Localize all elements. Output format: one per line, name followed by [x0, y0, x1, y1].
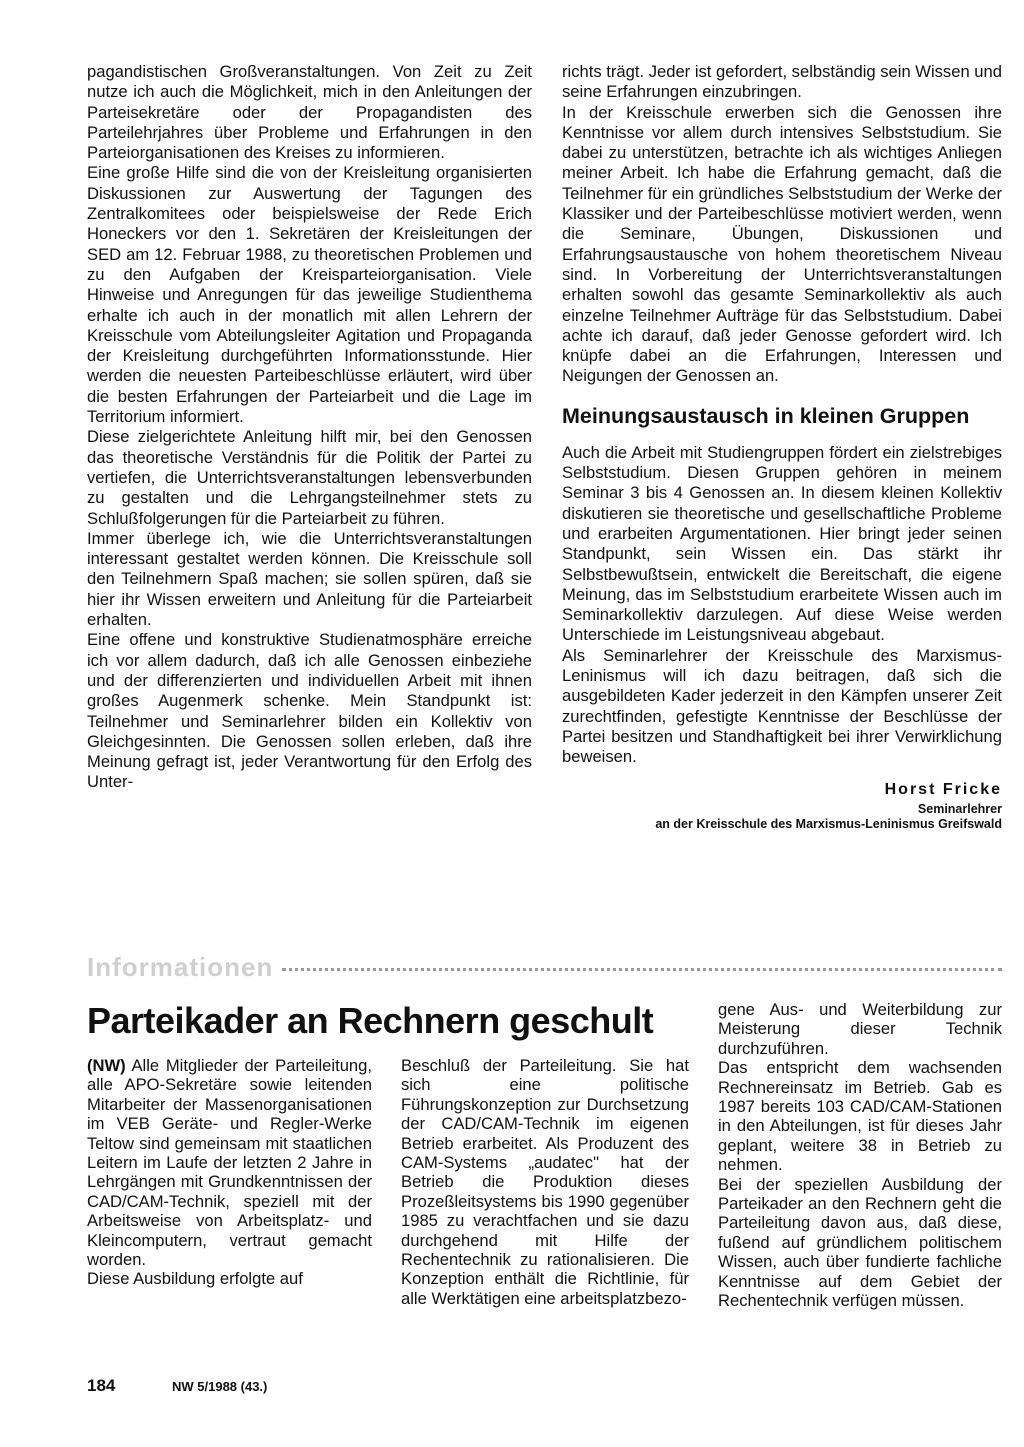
paragraph: Auch die Arbeit mit Studiengruppen fördert ein zielstrebiges Selbststudium. Diesen Gruppen gehören in meinem Seminar 3 bis 4 Genossen an. In diesem kleinen Kollektiv diskutieren sie theoretische und gesellschaftliche Probleme und erarbeiten Argumentationen. Hier bringt jeder seinen Standpunkt, sein Wissen ein. Das stärkt ihr Selbstbewußtsein, entwickelt die Bereitschaft, die eigene Meinung, das im Selbststudium erarbeitete Wissen auch im Seminarkollektiv darzulegen. Auf diese Weise werden Unterschiede im Leistungsniveau abgebaut.	[562, 442, 1002, 645]
paragraph: In der Kreisschule erwerben sich die Genossen ihre Kenntnisse vor allem durch intensives Selbststudium. Sie dabei zu unterstützen, betrachte ich als wichtiges Anliegen meiner Arbeit. Ich habe die Erfahrung gemacht, daß die Teilnehmer für ein gründliches Selbststudium der Werke der Klassiker und der Parteibeschlüsse motiviert werden, wenn die Seminare, Übungen, Diskussionen und Erfahrungsaustausche von hohem theoretischem Niveau sind. In Vorbereitung der Unterrichtsveranstaltungen erhalten sowohl das gesamte Seminarkollektiv als auch einzelne Teilnehmer Aufträge für das Selbststudium. Dabei achte ich darauf, daß jeder Genosse gefordert wird. Ich knüpfe dabei an die Erfahrungen, Interessen und Neigungen der Genossen an.	[562, 102, 1002, 386]
article2-column-2	[401, 1056, 689, 1308]
paragraph: gene Aus- und Weiterbildung zur Meisterung dieser Technik durchzuführen.	[718, 1000, 1002, 1058]
article1-column-1	[87, 62, 532, 793]
author-name: Horst Fricke	[884, 780, 1002, 798]
paragraph-text: Alle Mitglieder der Parteileitung, alle APO-Sekretäre sowie leitenden Mitarbeiter der Massenorganisationen im VEB Geräte- und Regler-Werke Teltow sind gemeinsam mit staatlichen Leitern im Laufe der letzten 2 Jahre in Lehrgängen mit Grundkenntnissen der CAD/CAM-Technik, speziell mit der Arbeitsweise von Arbeitsplatz- und Kleincomputern, vertraut gemacht worden.	[87, 1056, 372, 1270]
source-tag: (NW)	[87, 1056, 126, 1075]
paragraph: Eine offene und konstruktive Studienatmosphäre erreiche ich vor allem dadurch, daß ich alle Genossen einbeziehe und der differenzierten und individuellen Arbeit mit ihnen großes Augenmerk schenke. Mein Standpunkt ist: Teilnehmer und Seminarlehrer bilden ein Kollektiv von Gleichgesinnten. Die Genossen sollen erleben, daß ihre Meinung gefragt ist, jeder Verantwortung für den Erfolg des Unter-	[87, 630, 532, 792]
paragraph: Beschluß der Parteileitung. Sie hat sich eine politische Führungskonzeption zur Durchsetzung der CAD/CAM-Technik im eigenen Betrieb erarbeitet. Als Produzent des CAM-Systems „audatec" hat der Betrieb die Produktion dieses Prozeßleitsystems bis 1990 gegenüber 1985 zu verachtfachen und sie dazu durchgehend mit Hilfe der Rechentechnik zu rationalisieren. Die Konzeption enthält die Richtlinie, für alle Werktätigen eine arbeitsplatzbezo-	[401, 1056, 689, 1308]
paragraph	[87, 1056, 372, 1269]
article2-column-1	[87, 1056, 372, 1289]
paragraph: pagandistischen Großveranstaltungen. Von Zeit zu Zeit nutze ich auch die Möglichkeit, mich in den Anleitungen der Parteisekretäre oder der Propagandisten des Parteilehrjahres über Probleme und Erfahrungen in den Parteiorganisationen des Kreises zu informieren.	[87, 62, 532, 163]
author-block	[562, 778, 1002, 832]
paragraph: Immer überlege ich, wie die Unterrichtsveranstaltungen interessant gestaltet werden können. Die Kreisschule soll den Teilnehmern Spaß machen; sie sollen spüren, daß sie hier ihr Wissen erweitern und Anleitung für die Parteiarbeit erhalten.	[87, 528, 532, 630]
subheading: Meinungsaustausch in kleinen Gruppen	[562, 403, 970, 428]
paragraph: Eine große Hilfe sind die von der Kreisleitung organisierten Diskussionen zur Auswertung der Tagungen des Zentralkomitees oder beispielsweise der Rede Erich Honeckers vor den 1. Sekretären der Kreisleitungen der SED am 12. Februar 1988, zu theoretischen Problemen und zu den Aufgaben der Kreisparteiorganisation. Viele Hinweise und Anregungen für das jeweilige Studienthema erhalte ich auch in der monatlich mit allen Lehrern der Kreisschule vom Abteilungsleiter Agitation und Propaganda der Kreisleitung durchgeführten Informationsstunde. Hier werden die neuesten Parteibeschlüsse erläutert, wird über die besten Erfahrungen der Parteiarbeit und die Lage im Territorium informiert.	[87, 163, 532, 427]
article-headline: Parteikader an Rechnern geschult	[87, 1000, 654, 1041]
issue-label: NW 5/1988 (43.)	[172, 1379, 268, 1394]
paragraph: Das entspricht dem wachsenden Rechnereinsatz im Betrieb. Gab es 1987 bereits 103 CAD/CAM-Stationen in den Abteilungen, ist für dieses Jahr geplant, weitere 38 in Betrieb zu nehmen.	[718, 1058, 1002, 1175]
paragraph: richts trägt. Jeder ist gefordert, selbständig sein Wissen und seine Erfahrungen einzubringen.	[562, 62, 1002, 102]
paragraph: Bei der speziellen Ausbildung der Parteikader an den Rechnern geht die Parteileitung davon aus, daß diese, fußend auf gründlichem politischem Wissen, auch über fundierte fachliche Kenntnisse auf dem Gebiet der Rechentechnik verfügen müssen.	[718, 1174, 1002, 1311]
paragraph: Diese zielgerichtete Anleitung hilft mir, bei den Genossen das theoretische Verständnis für die Politik der Partei zu vertiefen, die Unterrichtsveranstaltungen lebensverbunden zu gestalten und die Lehrgangsteilnehmer stets zu Schlußfolgerungen für die Parteiarbeit zu führen.	[87, 427, 532, 528]
paragraph: Diese Ausbildung erfolgte auf	[87, 1269, 303, 1289]
page-number: 184	[87, 1376, 116, 1395]
section-divider	[282, 968, 1002, 971]
article2-column-3	[718, 1000, 1002, 1311]
paragraph: Als Seminarlehrer der Kreisschule des Marxismus-Leninismus will ich dazu beitragen, daß sich die ausgebildeten Kader jederzeit in den Kämpfen unserer Zeit zurechtfinden, gefestigte Kenntnisse der Beschlüsse der Partei besitzen und Standhaftigkeit bei ihrer Verwirklichung beweisen.	[562, 645, 1002, 767]
section-label: Informationen	[87, 952, 274, 982]
article1-column-2	[562, 62, 1002, 832]
author-role: Seminarlehrer	[917, 801, 1002, 816]
author-institution: an der Kreisschule des Marxismus-Leninismus Greifswald	[655, 816, 1002, 831]
